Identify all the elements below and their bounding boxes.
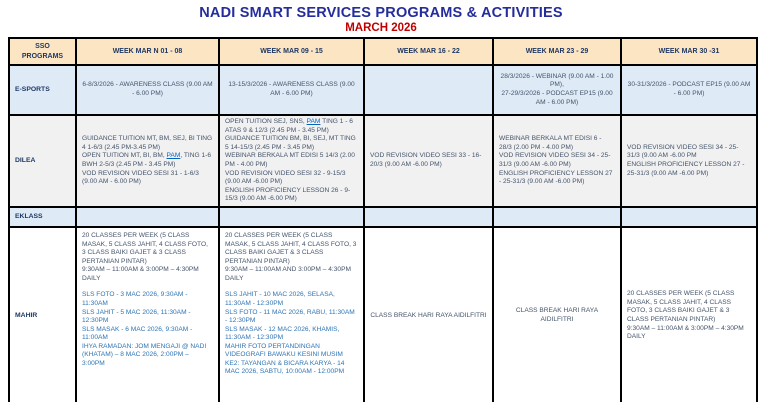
schedule-entry: 9:30AM – 11:00AM AND 3:00PM – 4:30PM DAILY — [225, 266, 351, 282]
schedule-entry: 28/3/2026 - WEBINAR (9.00 AM - 1.00 PM), — [500, 72, 614, 89]
schedule-entry: IHYA RAMADAN: JOM MENGAJI @ NADI (KHATAM) – 8 MAC 2026, 2:00PM – 3:00PM — [82, 342, 207, 367]
cell-esports-week1 — [76, 65, 219, 115]
schedule-entry: CLASS BREAK HARI RAYA AIDILFITRI — [370, 311, 487, 319]
cell-eklass-week5 — [621, 207, 757, 227]
column-header-week-4: WEEK MAR 23 - 29 — [493, 38, 621, 65]
cell-eklass-week1 — [76, 207, 219, 227]
schedule-entry: 9:30AM – 11:00AM & 3:00PM – 4:30PM DAILY — [82, 266, 199, 282]
program-label-eklass: EKLASS — [9, 207, 76, 227]
schedule-entry: ENGLISH PROFICIENCY LESSON 27 - 25-31/3 (9.00 AM -6.00 PM) — [627, 161, 745, 177]
schedule-entry: SLS FOTO - 11 MAC 2026, RABU, 11:30AM - 12:30PM — [225, 308, 355, 325]
cell-dilea-week1 — [76, 115, 219, 207]
schedule-entry: SLS MASAK - 12 MAC 2026, KHAMIS, 11:30AM - 12:30PM — [225, 325, 340, 342]
column-header-week-5: WEEK MAR 30 -31 — [621, 38, 757, 65]
schedule-entry: WEBINAR BERKALA MT EDISI 5 14/3 (2.00 PM - 4.00 PM) — [225, 152, 355, 168]
header-row — [9, 38, 757, 65]
schedule-entry: OPEN TUITION MT, BI, BM, PAM, TING 1-6 BWH 2-5/3 (2.45 PM - 3.45 PM) — [82, 152, 211, 168]
cell-esports-week2 — [219, 65, 364, 115]
column-header-week-2: WEEK MAR 09 - 15 — [219, 38, 364, 65]
column-header-week-3: WEEK MAR 16 - 22 — [364, 38, 493, 65]
schedule-entry: SLS FOTO - 3 MAC 2026, 9:30AM - 11:30AM — [82, 291, 188, 307]
schedule-entry: WEBINAR BERKALA MT EDISI 6 - 28/3 (2.00 PM - 4.00 PM) — [499, 135, 602, 151]
schedule-entry: 27-29/3/2026 - PODCAST EP15 (9.00 AM - 6.00 PM) — [501, 90, 613, 106]
cell-mahir-week5 — [621, 227, 757, 402]
table-row-mahir — [9, 227, 757, 402]
page-subtitle: MARCH 2026 — [345, 22, 417, 34]
schedule-entry: SLS MASAK - 6 MAC 2026, 9:30AM - 11:00AM — [82, 325, 193, 342]
cell-dilea-week4 — [493, 115, 621, 207]
schedule-table — [8, 37, 758, 402]
cell-dilea-week5 — [621, 115, 757, 207]
schedule-entry: CLASS BREAK HARI RAYA AIDILFITRI — [515, 307, 599, 323]
schedule-entry: 30-31/3/2026 - PODCAST EP15 (9.00 AM - 6.00 PM) — [627, 81, 751, 97]
table-row-eklass — [9, 207, 757, 227]
schedule-entry: SLS JAHIT - 10 MAC 2026, SELASA, 11:30AM - 12:30PM — [225, 291, 335, 307]
cell-esports-week3 — [364, 65, 493, 115]
cell-mahir-week3 — [364, 227, 493, 402]
schedule-entry: GUIDANCE TUITION BM, BI, SEJ, MT TING 5 14-15/3 (2.45 PM - 3.45 PM) — [225, 135, 356, 151]
cell-dilea-week2 — [219, 115, 364, 207]
schedule-entry: SLS JAHIT - 5 MAC 2026, 11:30AM - 12:30PM — [82, 308, 191, 325]
column-header-week-1: WEEK MAR N 01 - 08 — [76, 38, 219, 65]
cell-eklass-week2 — [219, 207, 364, 227]
cell-dilea-week3 — [364, 115, 493, 207]
pam-link[interactable]: PAM — [306, 118, 321, 126]
schedule-entry: 20 CLASSES PER WEEK (5 CLASS MASAK, 5 CLASS JAHIT, 4 CLASS FOTO, 3 CLASS BAIKI GAJET & 3 CLASS PERTANIAN PINTAR) — [627, 290, 735, 323]
cell-mahir-week4 — [493, 227, 621, 402]
schedule-entry: VOD REVISION VIDEO SESI 32 - 9-15/3 (9.00 AM -6.00 PM) — [225, 169, 346, 186]
cell-mahir-week1 — [76, 227, 219, 402]
schedule-entry — [82, 283, 213, 291]
pam-link[interactable]: PAM — [166, 152, 181, 160]
schedule-entry: 13-15/3/2026 - AWARENESS CLASS (9.00 AM - 6.00 PM) — [228, 81, 355, 97]
cell-esports-week4 — [493, 65, 621, 115]
schedule-entry: GUIDANCE TUITION MT, BM, SEJ, BI TING 4 1-6/3 (2.45 PM-3.45 PM) — [82, 135, 213, 151]
schedule-entry: VOD REVISION VIDEO SESI 33 - 16-20/3 (9.00 AM -6.00 PM) — [370, 152, 482, 168]
schedule-entry: 20 CLASSES PER WEEK (5 CLASS MASAK, 5 CLASS JAHIT, 4 CLASS FOTO, 3 CLASS BAIKI GAJET & 3 CLASS PERTANIAN PINTAR) — [82, 232, 208, 265]
schedule-entry: VOD REVISION VIDEO SESI 31 - 1-6/3 (9.00 AM - 6.00 PM) — [82, 169, 199, 186]
schedule-entry: VOD REVISION VIDEO SESI 34 - 25-31/3 (9.00 AM -6.00 PM — [627, 143, 739, 160]
program-label-mahir: MAHIR — [9, 227, 76, 402]
page-title: NADI SMART SERVICES PROGRAMS & ACTIVITIES — [199, 5, 563, 21]
table-row-esports — [9, 65, 757, 115]
cell-eklass-week3 — [364, 207, 493, 227]
schedule-entry: MAHIR FOTO PERTANDINGAN VIDEOGRAFI BAWAKU KESINI MUSIM KE2: TAYANGAN & BICARA KARYA - 14 MAC 2026, SABTU, 10:00AM - 12:00PM — [225, 342, 345, 376]
column-header-sso-programs: SSO PROGRAMS — [9, 38, 76, 65]
schedule-entry: VOD REVISION VIDEO SESI 34 - 25-31/3 (9.00 AM -6.00 PM) — [499, 152, 611, 168]
schedule-entry: 20 CLASSES PER WEEK (5 CLASS MASAK, 5 CLASS JAHIT, 4 CLASS FOTO, 3 CLASS BAIKI GAJET & 3 CLASS PERTANIAN PINTAR) — [225, 232, 357, 265]
table-row-dilea — [9, 115, 757, 207]
cell-mahir-week2 — [219, 227, 364, 402]
schedule-entry: 6-8/3/2026 - AWARENESS CLASS (9.00 AM - 6.00 PM) — [82, 81, 213, 97]
cell-eklass-week4 — [493, 207, 621, 227]
program-label-dilea: DILEA — [9, 115, 76, 207]
program-label-esports: E-SPORTS — [9, 65, 76, 115]
schedule-entry: OPEN TUITION SEJ, SNS, PAM TING 1 - 6 ATAS 9 & 12/3 (2.45 PM - 3.45 PM) — [225, 118, 353, 134]
cell-esports-week5 — [621, 65, 757, 115]
schedule-entry: 9:30AM – 11:00AM & 3:00PM – 4:30PM DAILY — [627, 324, 744, 341]
schedule-entry: ENGLISH PROFICIENCY LESSON 26 - 9-15/3 (9.00 AM -6.00 PM) — [225, 186, 351, 203]
schedule-entry — [225, 283, 358, 291]
schedule-entry: ENGLISH PROFICIENCY LESSON 27 - 25-31/3 (9.00 AM -6.00 PM) — [499, 169, 613, 186]
